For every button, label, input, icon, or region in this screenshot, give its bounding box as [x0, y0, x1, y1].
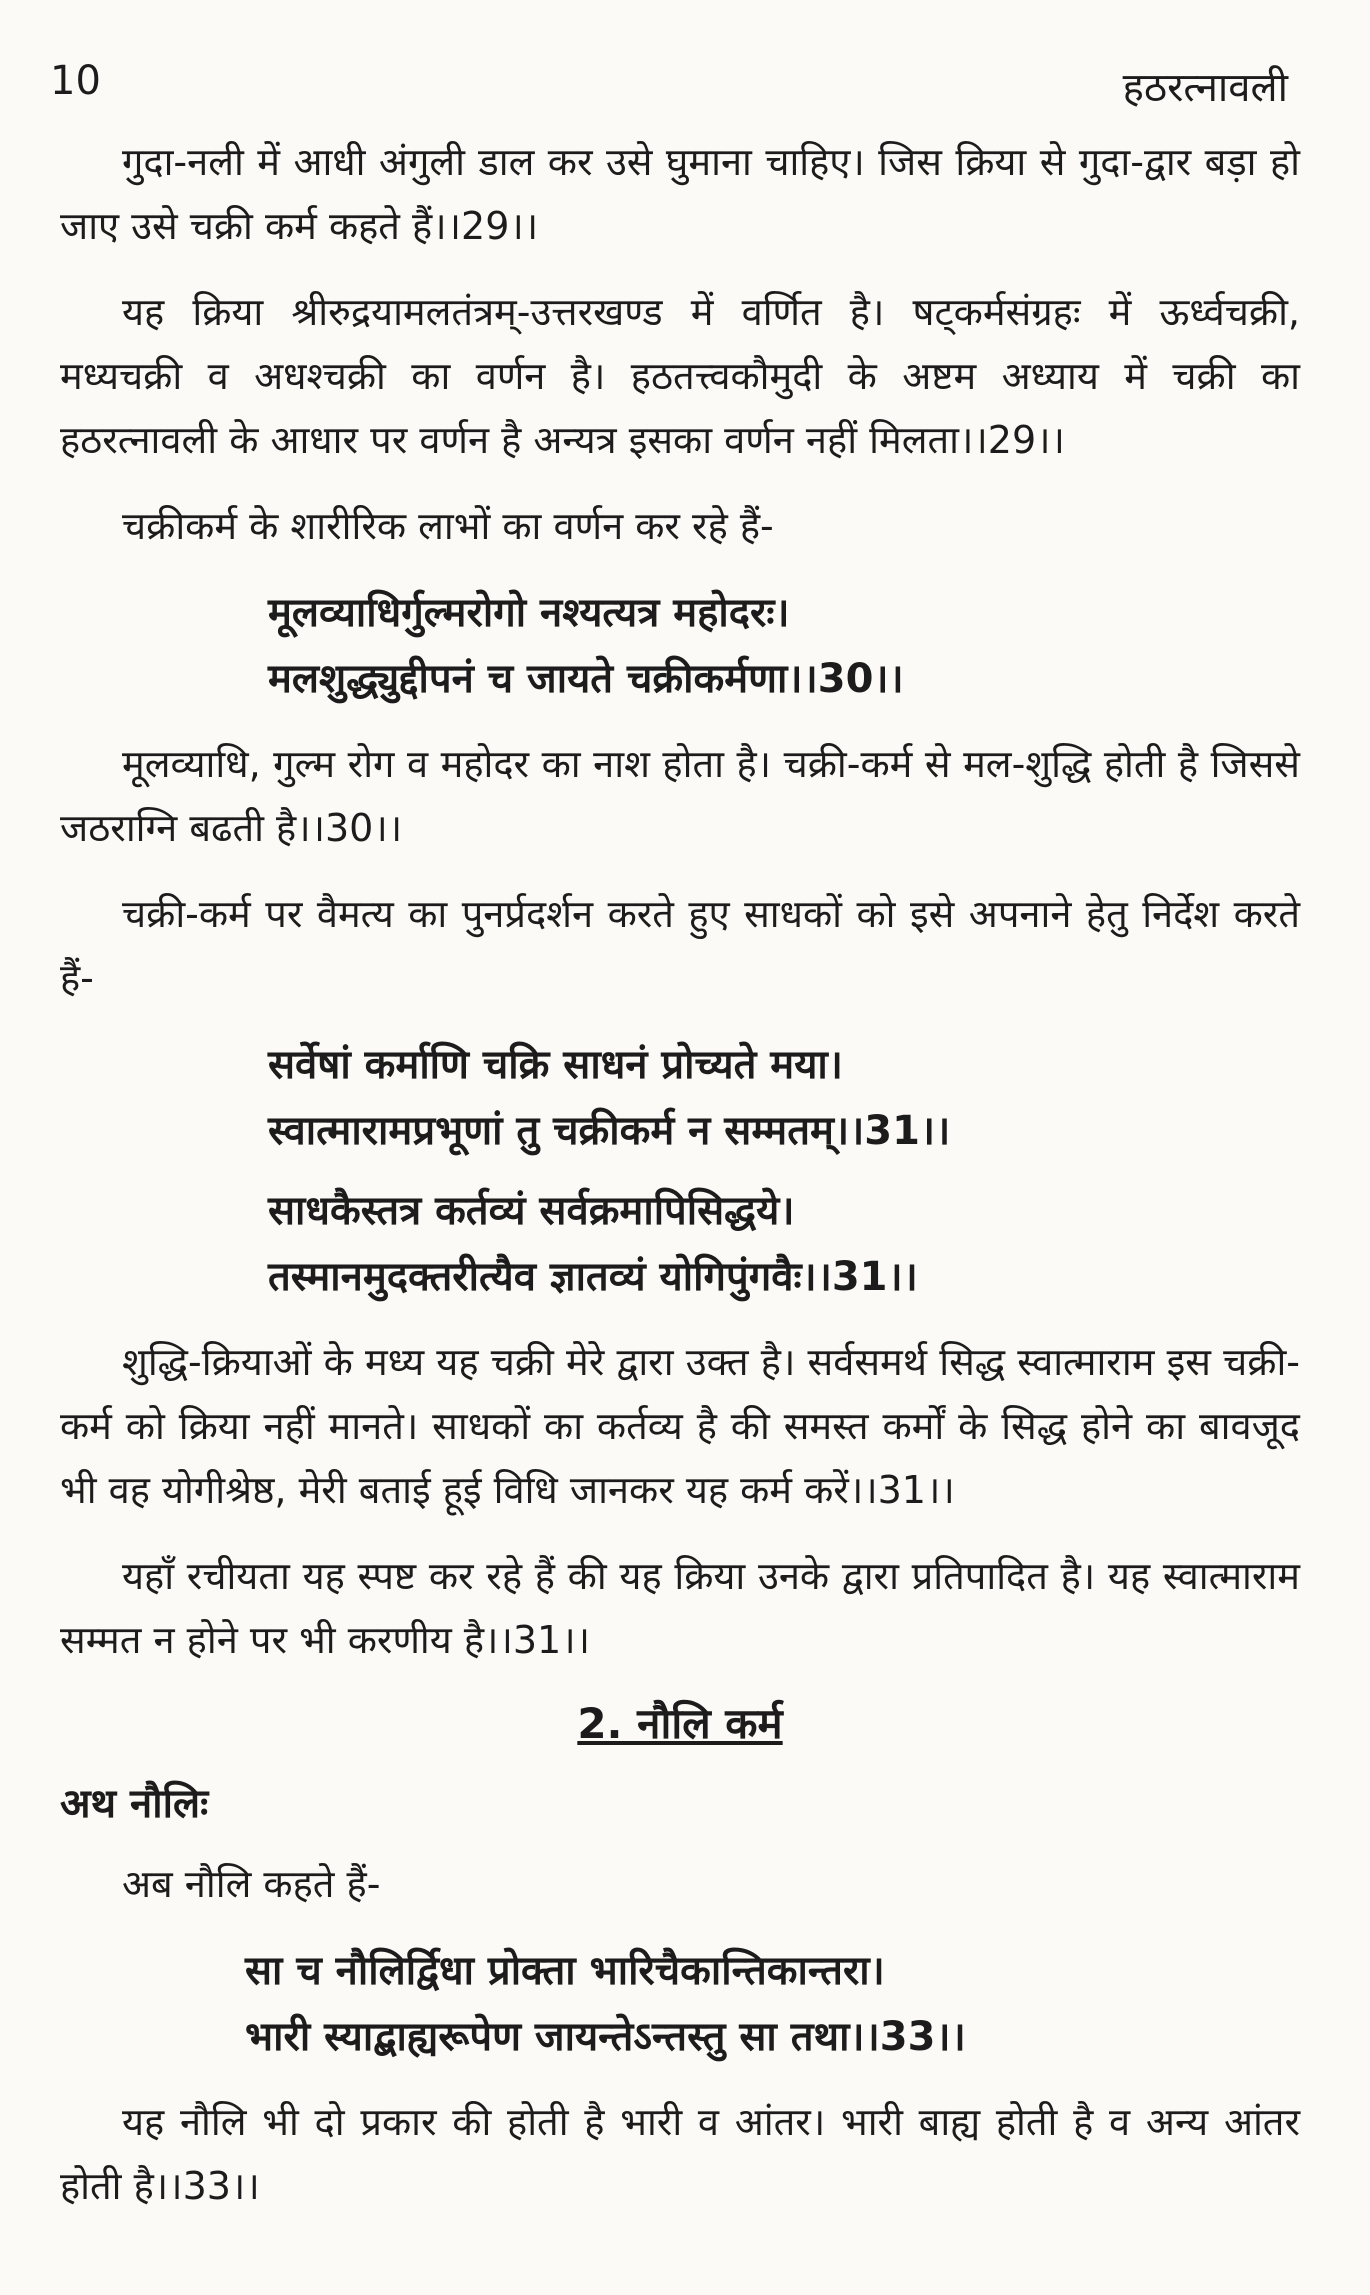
verse-line: सर्वेषां कर्माणि चक्रि साधनं प्रोच्यते मया। — [268, 1042, 843, 1088]
paragraph-7: यहाँ रचीयता यह स्पष्ट कर रहे हैं की यह क्रिया उनके द्वारा प्रतिपादित है। यह स्वात्माराम सम्मत न होने पर भी करणीय है।।31।। — [60, 1554, 1300, 1662]
paragraph-8: अब नौलि कहते हैं- — [122, 1862, 381, 1906]
paragraph-6: शुद्धि-क्रियाओं के मध्य यह चक्री मेरे द्वारा उक्त है। सर्वसमर्थ सिद्ध स्वात्माराम इस चक्री-कर्म को क्रिया नहीं मानते। साधकों का कर्तव्य है की समस्त कर्मों के सिद्ध होने का बावजूद भी वह योगीश्रेष्ठ, मेरी बताई हूई विधि जानकर यह कर्म करें।।31।। — [60, 1340, 1300, 1512]
section-subheading: अथ नौलिः — [60, 1781, 209, 1827]
verse-line: तस्मानमुदक्तरीत्यैव ज्ञातव्यं योगिपुंगवैः।।31।। — [268, 1254, 918, 1300]
paragraph-4: मूलव्याधि, गुल्म रोग व महोदर का नाश होता है। चक्री-कर्म से मल-शुद्धि होती है जिससे जठराग्नि बढती है।।30।। — [60, 742, 1300, 850]
verse-line: स्वात्मारामप्रभूणां तु चक्रीकर्म न सम्मतम्।।31।। — [268, 1108, 951, 1154]
page-content — [60, 130, 1300, 2240]
paragraph-1: गुदा-नली में आधी अंगुली डाल कर उसे घुमाना चाहिए। जिस क्रिया से गुदा-द्वार बड़ा हो जाए उसे चक्री कर्म कहते हैं।।29।। — [60, 140, 1300, 248]
paragraph-3: चक्रीकर्म के शारीरिक लाभों का वर्णन कर रहे हैं- — [122, 504, 774, 548]
running-title: हठरत्नावली — [1122, 65, 1288, 111]
verse-line: सा च नौलिर्द्विधा प्रोक्ता भारिचैकान्तिकान्तरा। — [245, 1948, 885, 1994]
paragraph-9: यह नौलि भी दो प्रकार की होती है भारी व आंतर। भारी बाह्य होती है व अन्य आंतर होती है।।33।। — [60, 2100, 1300, 2208]
verse-line: भारी स्याद्बाह्यरूपेण जायन्तेऽन्तस्तु सा तथा।।33।। — [245, 2014, 966, 2060]
verse-31 — [60, 1032, 1300, 1310]
verse-line: साधकैस्तत्र कर्तव्यं सर्वक्रमापिसिद्धये। — [268, 1188, 795, 1234]
verse-33 — [60, 1938, 1300, 2070]
page-number: 10 — [50, 58, 101, 104]
verse-30 — [60, 580, 1300, 712]
verse-line: मलशुद्ध्युद्दीपनं च जायते चक्रीकर्मणा।।30।। — [268, 656, 904, 702]
verse-line: मूलव्याधिर्गुल्मरोगो नश्यत्यत्र महोदरः। — [268, 590, 790, 636]
section-heading: 2. नौलि कर्म — [577, 1699, 783, 1748]
paragraph-2: यह क्रिया श्रीरुद्रयामलतंत्रम्-उत्तरखण्ड में वर्णित है। षट्कर्मसंग्रहः में ऊर्ध्वचक्री, मध्यचक्री व अधश्चक्री का वर्णन है। हठतत्त्वकौमुदी के अष्टम अध्याय में चक्री का हठरत्नावली के आधार पर वर्णन है अन्यत्र इसका वर्णन नहीं मिलता।।29।। — [60, 290, 1300, 462]
paragraph-5: चक्री-कर्म पर वैमत्य का पुनर्प्रदर्शन करते हुए साधकों को इसे अपनाने हेतु निर्देश करते हैं- — [60, 892, 1300, 1000]
